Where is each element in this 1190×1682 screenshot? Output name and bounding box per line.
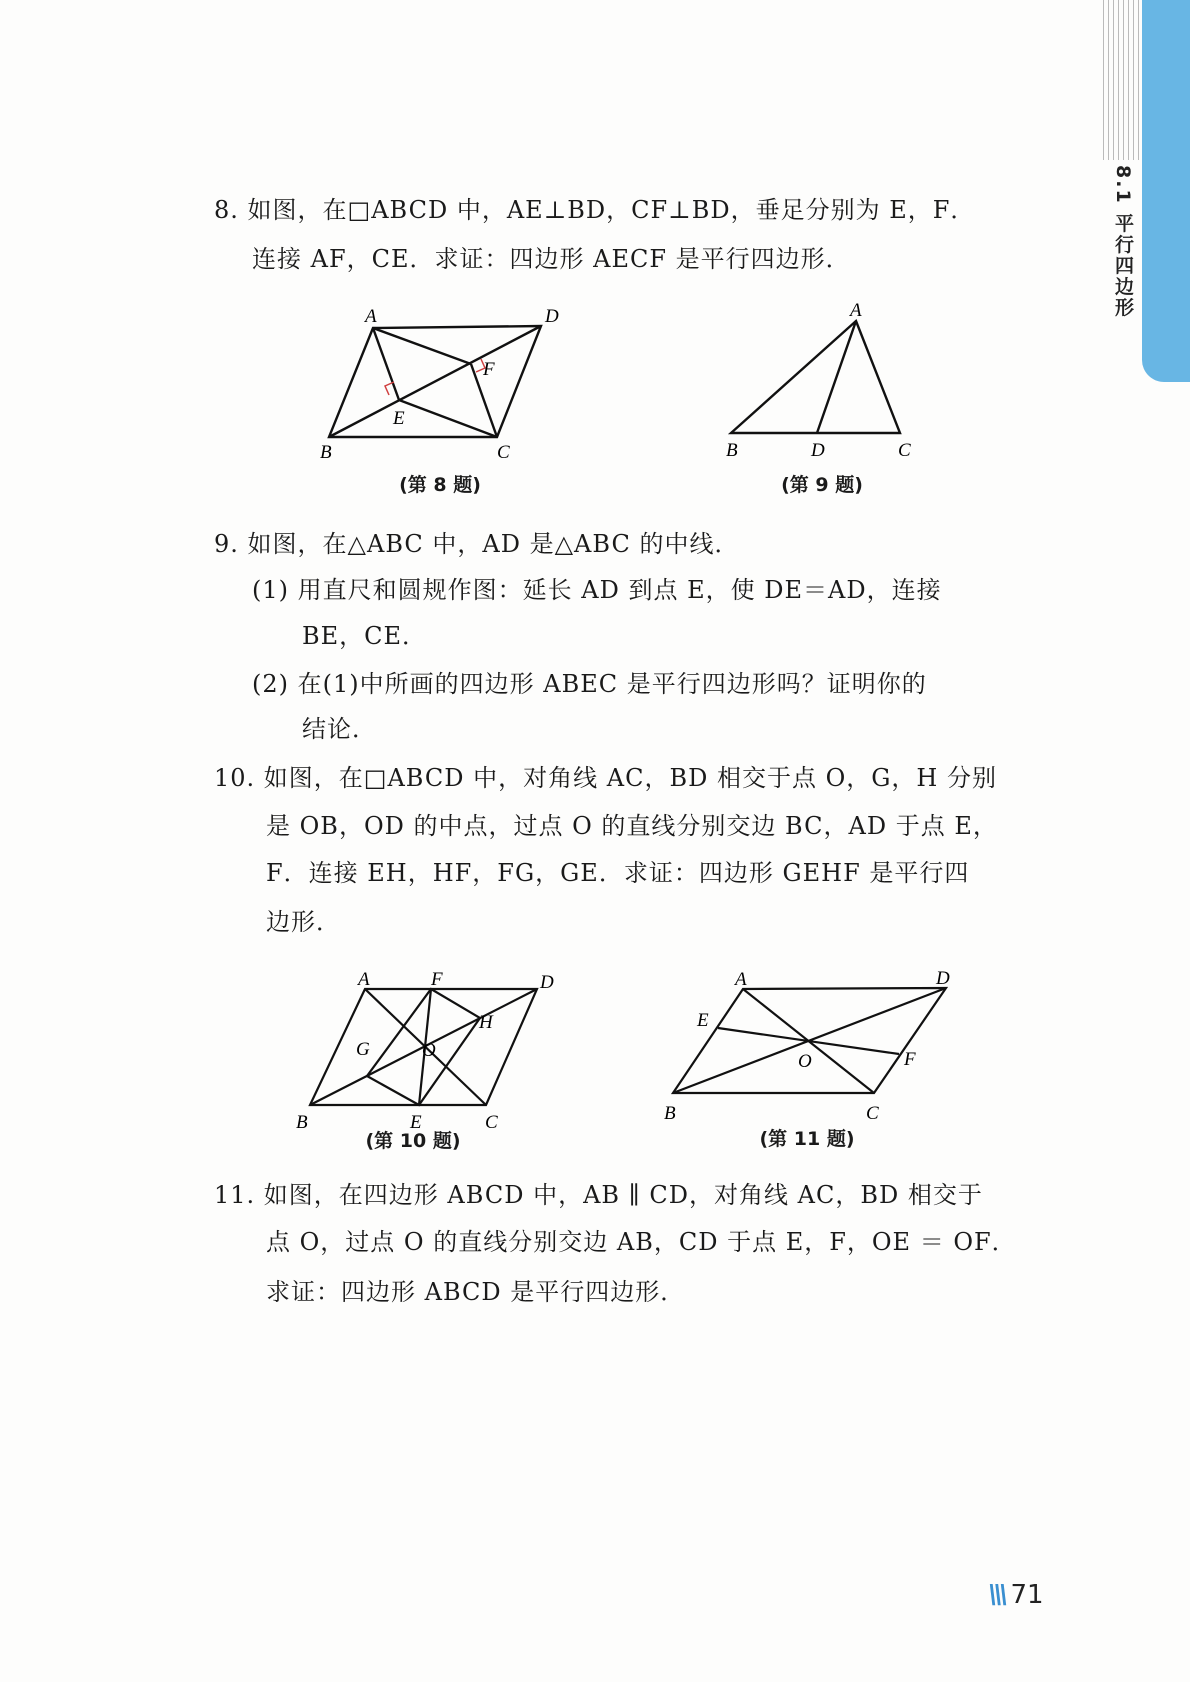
label-e: E [697,1010,709,1031]
chapter-tab [1142,0,1190,382]
label-e: E [393,408,405,429]
problem-10-line-4: 边形． [266,908,341,936]
figure-11-caption: (第 11 题) [759,1128,855,1150]
problem-8-line-1: 8. 如图，在□ABCD 中，AE⊥BD，CF⊥BD，垂足分别为 E，F． [214,196,976,224]
problem-11-line-3: 求证：四边形 ABCD 是平行四边形． [266,1278,686,1306]
figure-10 [310,989,537,1105]
label-d: D [540,972,554,993]
page-number [988,1580,1044,1610]
figure-11-labels [664,968,950,1124]
label-c: C [866,1103,879,1124]
problem-10-line-1: 10. 如图，在□ABCD 中，对角线 AC，BD 相交于点 O，G，H 分别 [214,764,997,792]
problem-8-line-2: 连接 AF，CE．求证：四边形 AECF 是平行四边形． [252,245,851,273]
label-a: A [850,300,862,321]
figure-11 [673,988,946,1093]
problem-9-line-4: (2) 在(1)中所画的四边形 ABEC 是平行四边形吗？证明你的 [252,670,927,698]
figure-8-labels [320,306,559,463]
label-d: D [811,440,825,461]
label-b: B [320,442,332,463]
problem-9-line-5: 结论． [302,715,377,743]
problem-9-line-3: BE，CE． [302,622,428,650]
label-c: C [485,1112,498,1133]
figure-10-caption: (第 10 题) [365,1130,461,1152]
figure-9-caption: (第 9 题) [781,474,863,496]
label-h: H [479,1012,493,1033]
label-b: B [296,1112,308,1133]
label-b: B [664,1103,676,1124]
problem-9-line-2: (1) 用直尺和圆规作图：延长 AD 到点 E，使 DE＝AD，连接 [252,576,942,604]
label-a: A [735,969,747,990]
label-a: A [358,969,370,990]
label-g: G [356,1039,370,1060]
label-c: C [898,440,911,461]
right-angle-mark-f [476,359,485,372]
label-f: F [431,969,443,990]
problem-9-line-1: 9. 如图，在△ABC 中，AD 是△ABC 的中线． [214,530,740,558]
label-a: A [365,306,377,327]
label-o: O [798,1051,812,1072]
figure-10-labels [296,969,554,1133]
label-e: E [410,1112,422,1133]
page-number-text: 71 [1010,1580,1044,1610]
problem-11-line-2: 点 O，过点 O 的直线分别交边 AB，CD 于点 E，F，OE ＝ OF． [266,1228,1017,1256]
figure-9-labels [726,300,911,461]
problem-10-line-2: 是 OB，OD 的中点，过点 O 的直线分别交边 BC，AD 于点 E， [266,812,998,840]
page-decoration-icon: \\\ [988,1580,1005,1610]
section-title: 8.1 平行四边形 [1112,165,1134,319]
problem-11-line-1: 11. 如图，在四边形 ABCD 中，AB ∥ CD，对角线 AC，BD 相交于 [214,1181,983,1209]
label-o: O [422,1040,436,1061]
label-d: D [545,306,559,327]
figure-8-caption: (第 8 题) [399,474,481,496]
figure-9 [731,321,900,433]
label-d: D [936,968,950,989]
right-angle-mark-e [385,382,394,395]
label-c: C [497,442,510,463]
label-f: F [483,359,495,380]
label-f: F [904,1049,916,1070]
label-b: B [726,440,738,461]
problem-10-line-3: F．连接 EH，HF，FG，GE．求证：四边形 GEHF 是平行四 [266,859,970,887]
decorative-stripes [1103,0,1141,160]
figure-8 [329,326,541,437]
